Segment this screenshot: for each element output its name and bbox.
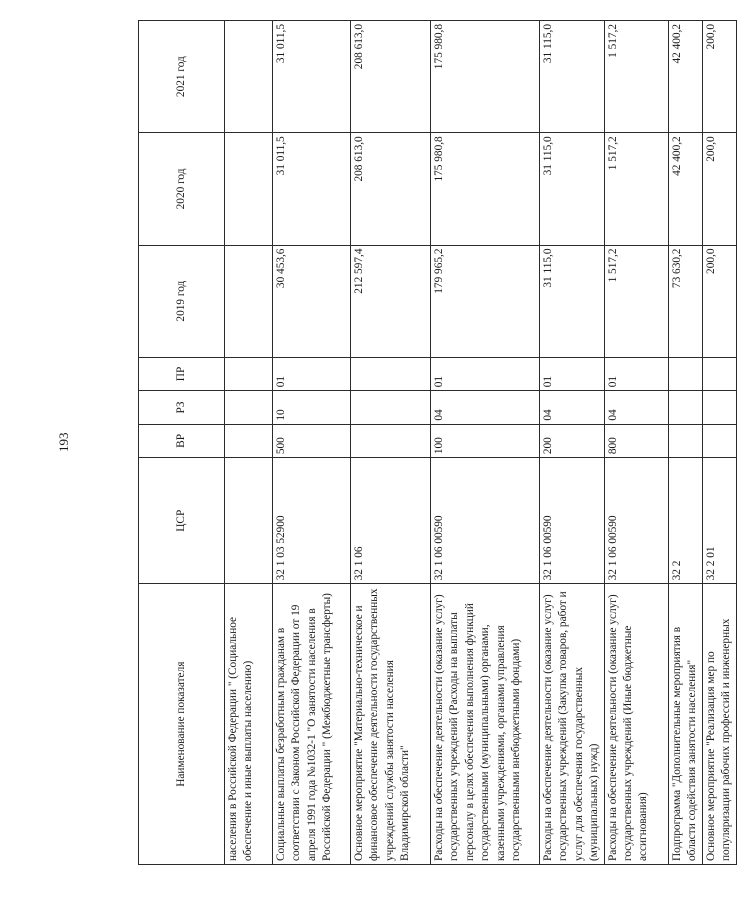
cell-rz [668,391,702,424]
cell-name: Подпрограмма "Дополнительные мероприятия в области содействия занятости населения" [668,584,702,865]
cell-2020: 208 613,0 [351,133,431,245]
cell-csr: 32 1 06 00590 [431,458,540,584]
cell-2019: 212 597,4 [351,245,431,357]
cell-2021: 175 980,8 [431,21,540,133]
cell-2021 [225,21,273,133]
table-row [702,21,736,865]
cell-rz: 04 [604,391,668,424]
cell-2021: 31 115,0 [540,21,605,133]
cell-csr: 32 1 03 52900 [273,458,351,584]
table-row [668,21,702,865]
table-row [351,21,431,865]
cell-vr: 100 [431,424,540,457]
cell-pr: 01 [273,357,351,390]
cell-rz [225,391,273,424]
cell-name: Расходы на обеспечение деятельности (оказание услуг) государственных учреждений (Закупка товаров, работ и услуг для обеспечения государственных (муниципальных) нужд) [540,584,605,865]
table-header-row [139,21,225,865]
cell-rz: 10 [273,391,351,424]
header-vr: ВР [139,424,225,457]
cell-vr: 800 [604,424,668,457]
table-row [431,21,540,865]
table-row [225,21,273,865]
cell-name: населения в Российской Федерации " (Социальное обеспечение и иные выплаты населению) [225,584,273,865]
cell-pr: 01 [431,357,540,390]
cell-csr [225,458,273,584]
cell-pr: 01 [604,357,668,390]
cell-2021: 1 517,2 [604,21,668,133]
cell-2019 [225,245,273,357]
cell-2021: 208 613,0 [351,21,431,133]
cell-2021: 200,0 [702,21,736,133]
cell-rz: 04 [540,391,605,424]
cell-vr: 500 [273,424,351,457]
page-number: 193 [56,432,71,452]
cell-vr: 200 [540,424,605,457]
cell-2020: 175 980,8 [431,133,540,245]
cell-pr [225,357,273,390]
cell-rz [702,391,736,424]
header-name: Наименование показателя [139,584,225,865]
cell-csr: 32 1 06 00590 [540,458,605,584]
budget-table [138,20,737,865]
table-row [540,21,605,865]
cell-pr [668,357,702,390]
table-row [604,21,668,865]
cell-2020: 42 400,2 [668,133,702,245]
cell-csr: 32 2 01 [702,458,736,584]
header-2020: 2020 год [139,133,225,245]
cell-rz: 04 [431,391,540,424]
cell-2019: 200,0 [702,245,736,357]
cell-vr [351,424,431,457]
cell-vr [702,424,736,457]
cell-name: Социальные выплаты безработным гражданам в соответствии с Законом Российской Федерации от 19 апреля 1991 года №1032-1 "О занятости населения в Российской Федерации " (Межбюджетные трансферты) [273,584,351,865]
cell-2021: 42 400,2 [668,21,702,133]
cell-2020: 1 517,2 [604,133,668,245]
cell-2019: 73 630,2 [668,245,702,357]
header-2021: 2021 год [139,21,225,133]
cell-pr: 01 [540,357,605,390]
header-rz: РЗ [139,391,225,424]
cell-csr: 32 2 [668,458,702,584]
cell-name: Расходы на обеспечение деятельности (оказание услуг) государственных учреждений (Расходы на выплаты персоналу в целях обеспечения выполнения функций государственными (муниципальными) органами, казенными учреждениями, органами управления государственными внебюджетными фондами) [431,584,540,865]
cell-vr [225,424,273,457]
header-2019: 2019 год [139,245,225,357]
cell-2020: 31 115,0 [540,133,605,245]
header-pr: ПР [139,357,225,390]
cell-2020: 200,0 [702,133,736,245]
cell-2021: 31 011,5 [273,21,351,133]
cell-rz [351,391,431,424]
cell-vr [668,424,702,457]
cell-name: Основное мероприятие "Реализация мер по популяризации рабочих профессий и инженерных [702,584,736,865]
cell-name: Основное мероприятие "Материально-техническое и финансовое обеспечение деятельности государственных учреждений службы занятости населения Владимирской области" [351,584,431,865]
cell-pr [351,357,431,390]
header-csr: ЦСР [139,458,225,584]
cell-2019: 1 517,2 [604,245,668,357]
cell-pr [702,357,736,390]
cell-2020: 31 011,5 [273,133,351,245]
cell-2019: 30 453,6 [273,245,351,357]
cell-2020 [225,133,273,245]
cell-csr: 32 1 06 [351,458,431,584]
cell-2019: 179 965,2 [431,245,540,357]
budget-table-rotated [138,20,733,865]
cell-csr: 32 1 06 00590 [604,458,668,584]
table-row [273,21,351,865]
cell-2019: 31 115,0 [540,245,605,357]
cell-name: Расходы на обеспечение деятельности (оказание услуг) государственных учреждений (Иные бюджетные ассигнования) [604,584,668,865]
